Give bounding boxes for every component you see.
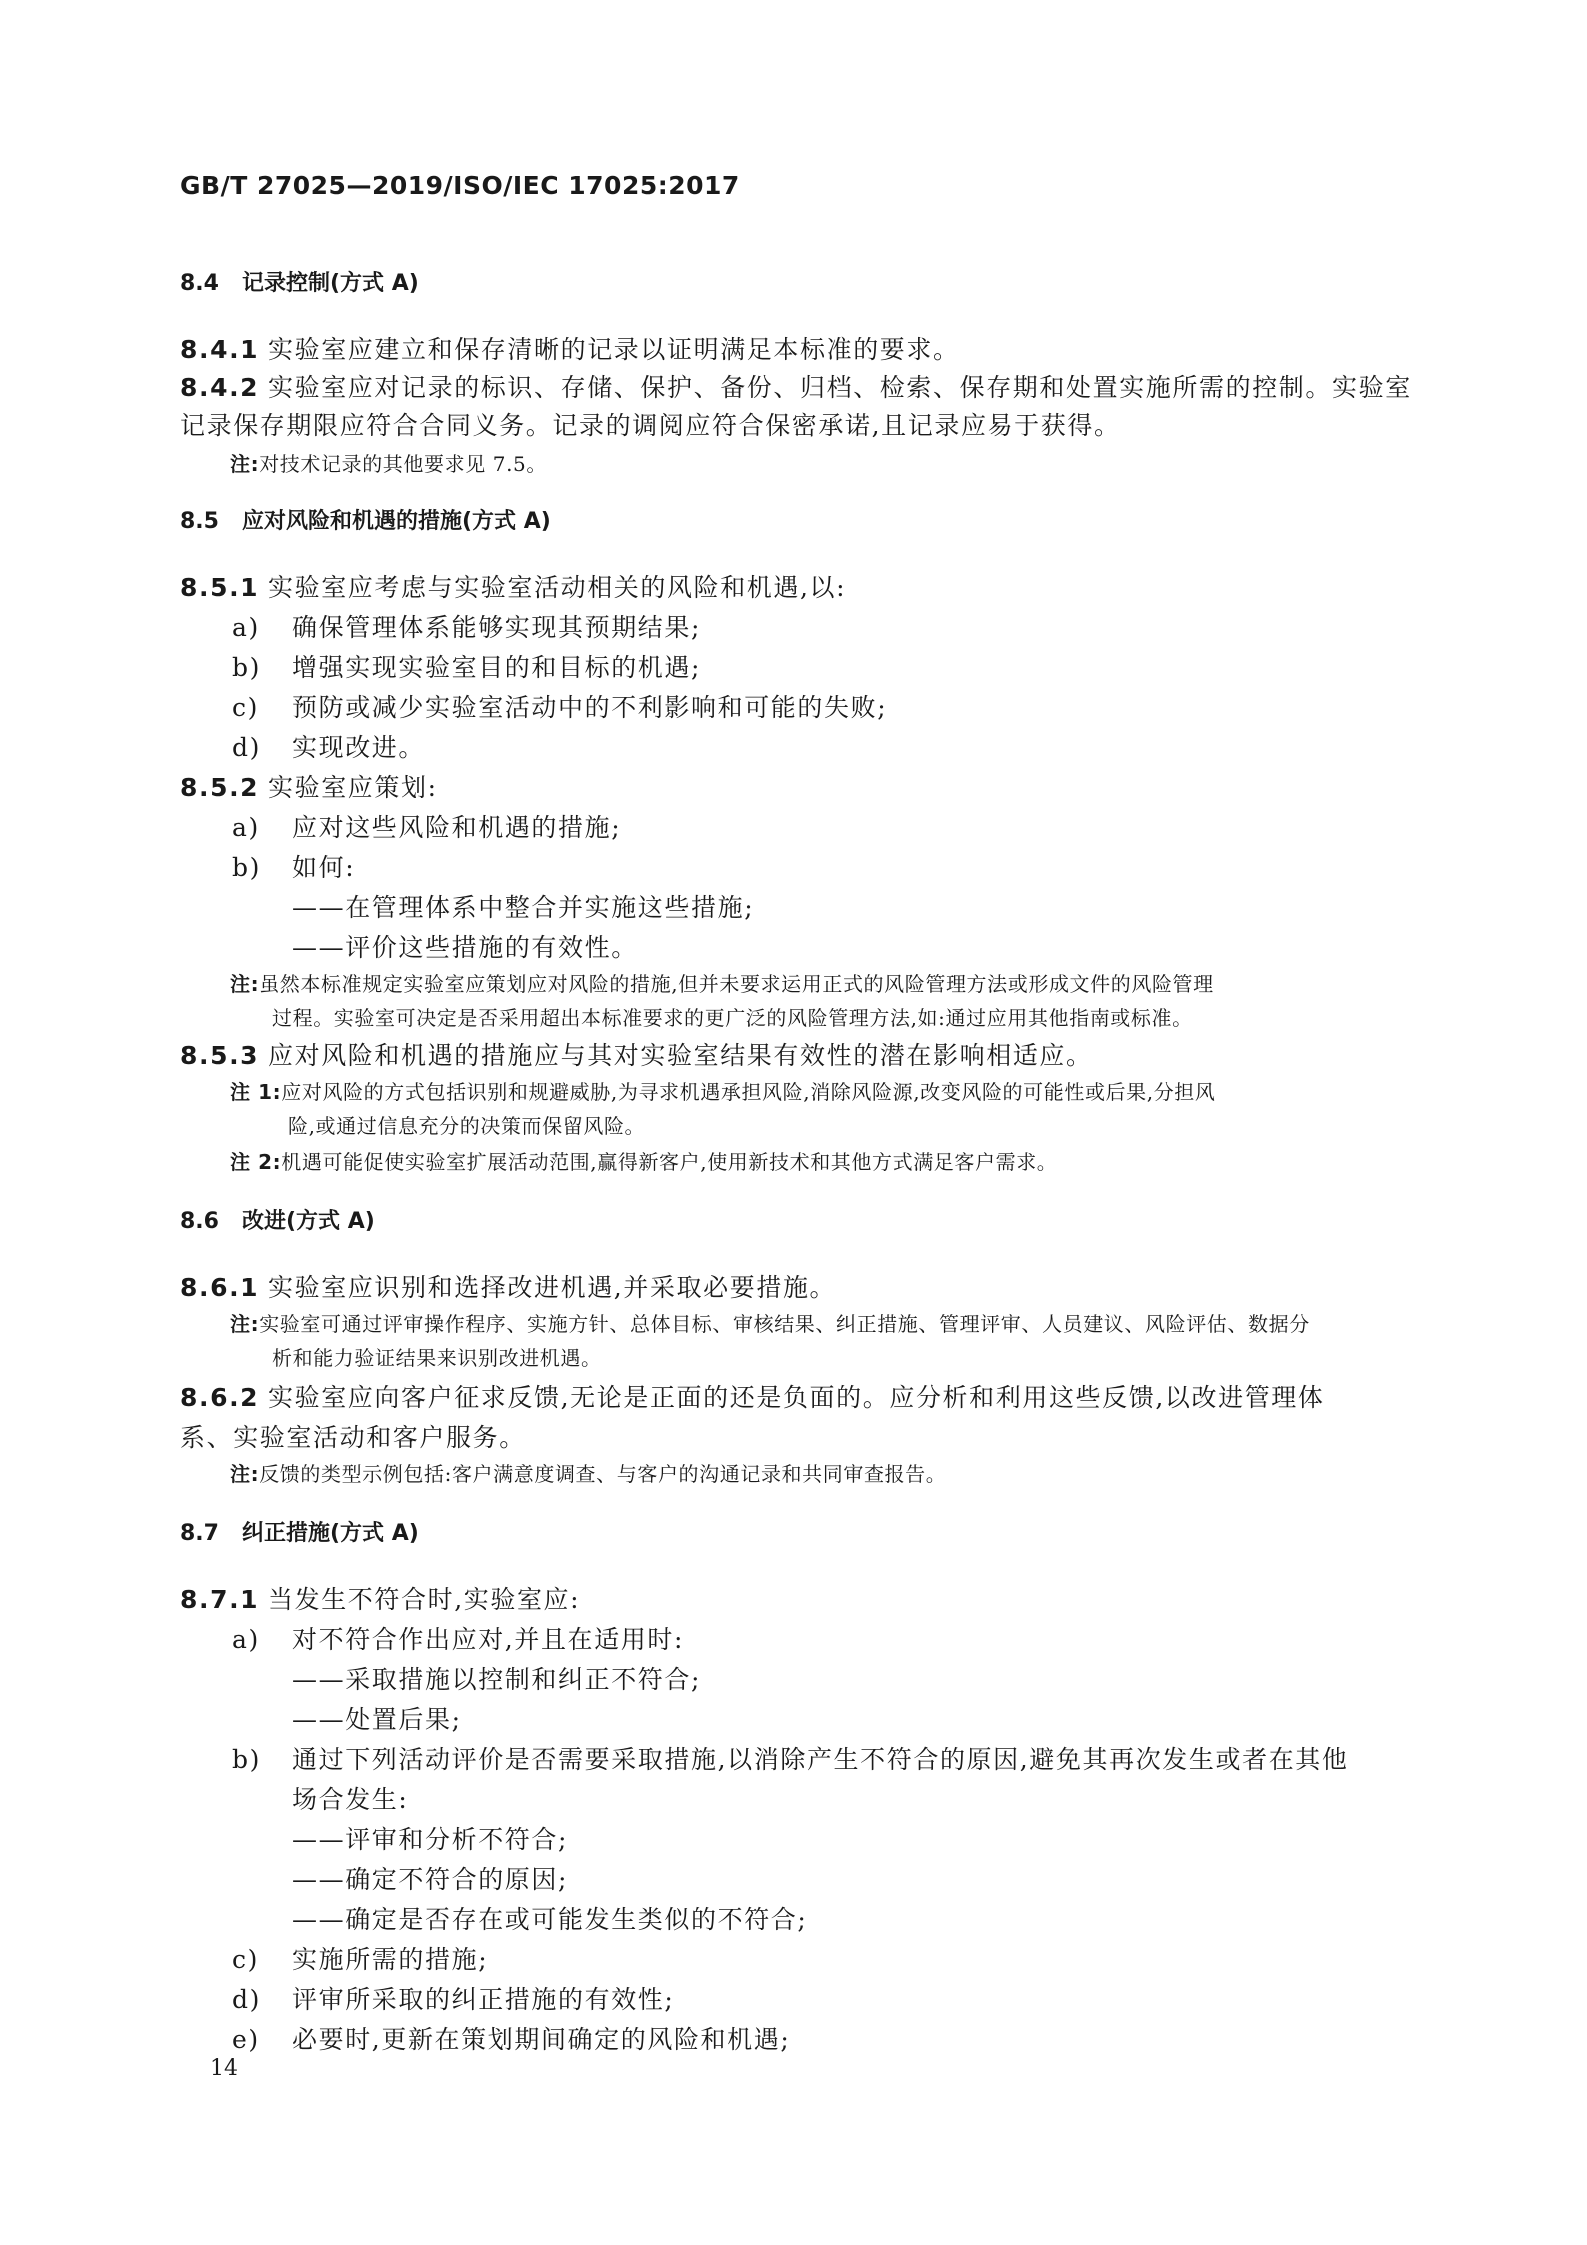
section-8-5-heading: 8.5 应对风险和机遇的措施(方式 A): [180, 509, 551, 534]
note-8-6-1-cont: 析和能力验证结果来识别改进机遇。: [272, 1346, 602, 1370]
section-8-4-heading: 8.4 记录控制(方式 A): [180, 271, 419, 296]
dash-item-8-7-1-b-2: ——确定不符合的原因;: [292, 1865, 569, 1894]
dash-item-8-5-2-b-1: ——在管理体系中整合并实施这些措施;: [292, 893, 755, 922]
clause-8-7-1: 8.7.1 当发生不符合时,实验室应:: [180, 1585, 581, 1614]
note-2-8-5-3: 注 2:机遇可能促使实验室扩展活动范围,赢得新客户,使用新技术和其他方式满足客户需求。: [230, 1150, 1058, 1174]
clause-8-6-2-cont: 系、实验室活动和客户服务。: [180, 1423, 526, 1452]
note-1-8-5-3-cont: 险,或通过信息充分的决策而保留风险。: [288, 1114, 646, 1138]
dash-item-8-7-1-a-2: ——处置后果;: [292, 1705, 462, 1734]
item-8-5-1-a: a) 确保管理体系能够实现其预期结果;: [232, 613, 702, 642]
item-8-7-1-e: e) 必要时,更新在策划期间确定的风险和机遇;: [232, 2025, 791, 2054]
clause-8-4-1: 8.4.1 实验室应建立和保存清晰的记录以证明满足本标准的要求。: [180, 335, 960, 364]
note-8-5-2-cont: 过程。实验室可决定是否采用超出本标准要求的更广泛的风险管理方法,如:通过应用其他指南或标准。: [272, 1006, 1193, 1030]
dash-item-8-7-1-a-1: ——采取措施以控制和纠正不符合;: [292, 1665, 702, 1694]
clause-8-5-1: 8.5.1 实验室应考虑与实验室活动相关的风险和机遇,以:: [180, 573, 847, 602]
item-8-5-2-a: a) 应对这些风险和机遇的措施;: [232, 813, 622, 842]
item-8-5-1-d: d) 实现改进。: [232, 733, 426, 762]
document-header: GB/T 27025—2019/ISO/IEC 17025:2017: [180, 171, 740, 200]
note-8-4-2: 注:对技术记录的其他要求见 7.5。: [230, 452, 547, 476]
item-8-7-1-b: b) 通过下列活动评价是否需要采取措施,以消除产生不符合的原因,避免其再次发生或者在其他: [232, 1745, 1349, 1774]
item-8-7-1-c: c) 实施所需的措施;: [232, 1945, 489, 1974]
page-number: 14: [210, 2056, 238, 2081]
clause-8-4-2: 8.4.2 实验室应对记录的标识、存储、保护、备份、归档、检索、保存期和处置实施所需的控制。实验室: [180, 373, 1412, 402]
note-1-8-5-3: 注 1:应对风险的方式包括识别和规避威胁,为寻求机遇承担风险,消除风险源,改变风险的可能性或后果,分担风: [230, 1080, 1216, 1104]
item-8-5-1-c: c) 预防或减少实验室活动中的不利影响和可能的失败;: [232, 693, 888, 722]
item-8-7-1-a: a) 对不符合作出应对,并且在适用时:: [232, 1625, 684, 1654]
dash-item-8-7-1-b-1: ——评审和分析不符合;: [292, 1825, 569, 1854]
dash-item-8-5-2-b-2: ——评价这些措施的有效性。: [292, 933, 638, 962]
item-8-5-1-b: b) 增强实现实验室目的和目标的机遇;: [232, 653, 702, 682]
section-8-7-heading: 8.7 纠正措施(方式 A): [180, 1521, 419, 1546]
note-8-5-2: 注:虽然本标准规定实验室应策划应对风险的措施,但并未要求运用正式的风险管理方法或形成文件的风险管理: [230, 972, 1214, 996]
clause-8-5-3: 8.5.3 应对风险和机遇的措施应与其对实验室结果有效性的潜在影响相适应。: [180, 1041, 1093, 1070]
note-8-6-2: 注:反馈的类型示例包括:客户满意度调查、与客户的沟通记录和共同审查报告。: [230, 1462, 947, 1486]
clause-8-6-1: 8.6.1 实验室应识别和选择改进机遇,并采取必要措施。: [180, 1273, 837, 1302]
note-8-6-1: 注:实验室可通过评审操作程序、实施方针、总体目标、审核结果、纠正措施、管理评审、人员建议、风险评估、数据分: [230, 1312, 1310, 1336]
section-8-6-heading: 8.6 改进(方式 A): [180, 1209, 375, 1234]
clause-8-4-2-cont: 记录保存期限应符合合同义务。记录的调阅应符合保密承诺,且记录应易于获得。: [180, 411, 1121, 440]
item-8-7-1-d: d) 评审所采取的纠正措施的有效性;: [232, 1985, 675, 2014]
item-8-5-2-b: b) 如何:: [232, 853, 356, 882]
item-8-7-1-b-cont: 场合发生:: [292, 1785, 409, 1814]
dash-item-8-7-1-b-3: ——确定是否存在或可能发生类似的不符合;: [292, 1905, 808, 1934]
clause-8-6-2: 8.6.2 实验室应向客户征求反馈,无论是正面的还是负面的。应分析和利用这些反馈,以改进管理体: [180, 1383, 1325, 1412]
clause-8-5-2: 8.5.2 实验室应策划:: [180, 773, 438, 802]
